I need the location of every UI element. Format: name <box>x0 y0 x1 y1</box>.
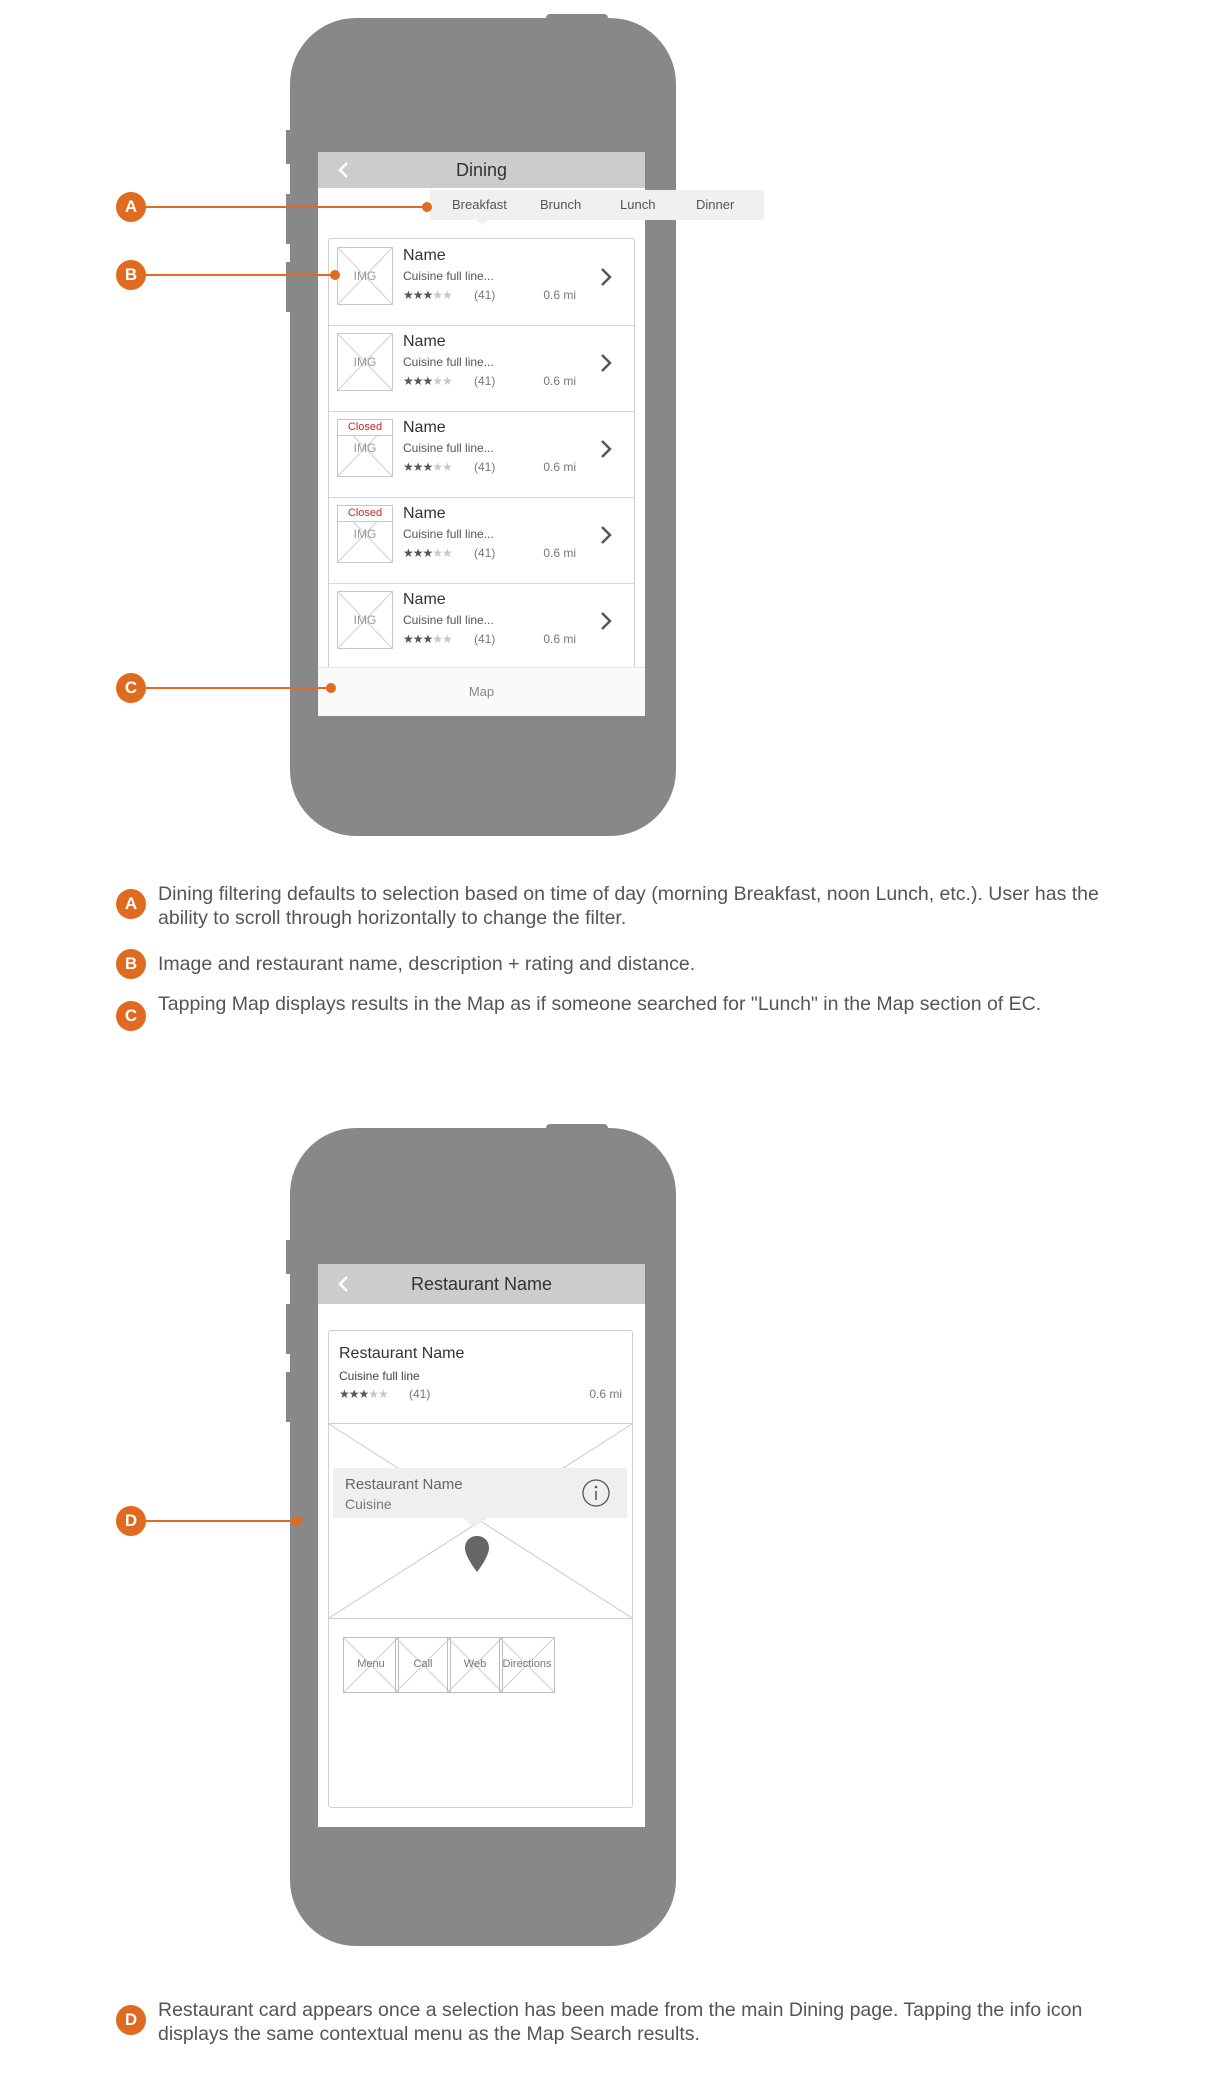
closed-badge: Closed <box>338 506 392 522</box>
callout-dot-c <box>326 683 336 693</box>
rating-stars <box>403 288 452 302</box>
action-button-menu[interactable] <box>343 1637 399 1693</box>
note-c: Tapping Map displays results in the Map as if someone searched for "Lunch" in the Map section of EC. <box>158 993 1042 1015</box>
list-item[interactable] <box>329 411 634 498</box>
restaurant-card <box>328 1330 633 1808</box>
restaurant-name: Name <box>403 333 446 350</box>
page-title: Dining <box>455 160 508 180</box>
popup-restaurant-name: Restaurant Name <box>345 1476 463 1493</box>
list-item[interactable] <box>329 583 634 669</box>
list-item[interactable] <box>329 239 634 326</box>
image-placeholder-label: IMG <box>353 441 377 455</box>
rating-stars <box>403 632 452 646</box>
nav-bar <box>318 152 645 188</box>
callout-line-a <box>146 206 426 208</box>
note-badge-c: C <box>116 1001 146 1031</box>
rating-stars-filled: ★★★ <box>403 374 433 388</box>
action-label: Directions <box>502 1658 552 1670</box>
rating-stars <box>403 374 452 388</box>
callout-dot-d <box>292 1516 302 1526</box>
map-view[interactable] <box>329 1423 632 1619</box>
callout-line-d <box>146 1520 296 1522</box>
rating-stars <box>403 460 452 474</box>
rating-count: (41) <box>474 632 496 646</box>
restaurant-screen <box>318 1264 645 1827</box>
note-a: Dining filtering defaults to selection based on time of day (morning Breakfast, noon Lunch, etc.). User has the ability to scroll through horizontally to change the filter. <box>158 883 1099 929</box>
chevron-right-icon[interactable] <box>600 267 612 287</box>
distance: 0.6 mi <box>589 1387 622 1401</box>
restaurant-name: Name <box>403 247 446 264</box>
rating-stars-empty: ★★ <box>432 288 452 302</box>
restaurant-image <box>337 591 393 649</box>
rating-stars-filled: ★★★ <box>339 1387 369 1401</box>
phone-side-button-1a <box>286 130 292 164</box>
callout-badge-a: A <box>116 192 146 222</box>
action-label: Call <box>413 1658 433 1670</box>
callout-badge-b: B <box>116 260 146 290</box>
restaurant-name: Name <box>403 591 446 608</box>
rating-stars <box>403 546 452 560</box>
closed-badge: Closed <box>338 420 392 436</box>
rating-stars <box>339 1387 388 1401</box>
phone-side-button-2a <box>286 1240 292 1274</box>
phone-side-button-2c <box>286 1372 292 1422</box>
filter-tab-breakfast[interactable]: Breakfast <box>452 197 507 212</box>
restaurant-cuisine: Cuisine full line... <box>403 355 494 369</box>
action-button-call[interactable] <box>395 1637 451 1693</box>
page-title: Restaurant Name <box>410 1274 553 1294</box>
action-label: Menu <box>357 1658 385 1670</box>
note-b: Image and restaurant name, description + rating and distance. <box>158 953 696 975</box>
rating-stars-empty: ★★ <box>432 546 452 560</box>
rating-count: (41) <box>409 1387 431 1401</box>
rating-stars-empty: ★★ <box>368 1387 388 1401</box>
filter-bar[interactable] <box>430 190 764 220</box>
restaurant-cuisine: Cuisine full line... <box>403 441 494 455</box>
rating-stars-filled: ★★★ <box>403 288 433 302</box>
filter-tab-dinner[interactable]: Dinner <box>696 197 735 212</box>
rating-stars-empty: ★★ <box>432 632 452 646</box>
rating-stars-filled: ★★★ <box>403 460 433 474</box>
rating-count: (41) <box>474 374 496 388</box>
phone-side-button-1c <box>286 262 292 312</box>
note-d: Restaurant card appears once a selection has been made from the main Dining page. Tapping the info icon displays the same contextual menu as the Map Search results. <box>158 1999 1083 2045</box>
filter-tab-lunch[interactable]: Lunch <box>620 197 656 212</box>
action-button-web[interactable] <box>447 1637 503 1693</box>
callout-dot-b <box>330 270 340 280</box>
restaurant-name: Name <box>403 505 446 522</box>
rating-stars-filled: ★★★ <box>403 546 433 560</box>
phone-side-button-1b <box>286 194 292 244</box>
distance: 0.6 mi <box>543 374 576 388</box>
rating-count: (41) <box>474 288 496 302</box>
list-item[interactable] <box>329 497 634 584</box>
image-placeholder-label: IMG <box>353 527 377 541</box>
list-item[interactable] <box>329 325 634 412</box>
phone-side-button-2b <box>286 1304 292 1354</box>
distance: 0.6 mi <box>543 460 576 474</box>
callout-dot-a <box>422 202 432 212</box>
chevron-right-icon[interactable] <box>600 525 612 545</box>
phone-top-button-1 <box>546 14 608 22</box>
nav-bar <box>318 1264 645 1304</box>
callout-line-b <box>146 274 336 276</box>
phone-top-button-2 <box>546 1124 608 1132</box>
restaurant-image <box>337 247 393 305</box>
restaurant-image <box>337 505 393 563</box>
rating-count: (41) <box>474 546 496 560</box>
restaurant-list <box>328 238 635 670</box>
restaurant-cuisine: Cuisine full line... <box>403 269 494 283</box>
distance: 0.6 mi <box>543 632 576 646</box>
action-bar <box>329 1617 632 1717</box>
chevron-right-icon[interactable] <box>600 439 612 459</box>
selected-tab-indicator <box>474 218 490 226</box>
chevron-right-icon[interactable] <box>600 353 612 373</box>
callout-badge-d: D <box>116 1506 146 1536</box>
restaurant-name: Restaurant Name <box>339 1345 465 1362</box>
rating-stars-filled: ★★★ <box>403 632 433 646</box>
restaurant-cuisine: Cuisine full line... <box>403 613 494 627</box>
image-placeholder-label: IMG <box>353 269 377 283</box>
callout-badge-c: C <box>116 673 146 703</box>
map-button[interactable]: Map <box>318 667 645 716</box>
chevron-right-icon[interactable] <box>600 611 612 631</box>
map-pin-icon <box>465 1536 489 1572</box>
action-button-directions[interactable] <box>499 1637 555 1693</box>
restaurant-image <box>337 333 393 391</box>
popup-pointer <box>463 1518 485 1528</box>
image-placeholder-label: IMG <box>353 613 377 627</box>
distance: 0.6 mi <box>543 288 576 302</box>
filter-tab-brunch[interactable]: Brunch <box>540 197 582 212</box>
rating-stars-empty: ★★ <box>432 374 452 388</box>
restaurant-image <box>337 419 393 477</box>
action-label: Web <box>463 1658 487 1670</box>
image-placeholder-label: IMG <box>353 355 377 369</box>
info-icon[interactable] <box>581 1478 611 1508</box>
note-badge-a: A <box>116 889 146 919</box>
restaurant-name: Name <box>403 419 446 436</box>
restaurant-cuisine: Cuisine full line <box>339 1369 420 1383</box>
note-badge-b: B <box>116 949 146 979</box>
callout-line-c <box>146 687 330 689</box>
rating-stars-empty: ★★ <box>432 460 452 474</box>
map-popup[interactable] <box>333 1468 627 1518</box>
dining-screen <box>318 152 656 715</box>
rating-count: (41) <box>474 460 496 474</box>
distance: 0.6 mi <box>543 546 576 560</box>
restaurant-cuisine: Cuisine full line... <box>403 527 494 541</box>
popup-cuisine: Cuisine <box>345 1496 392 1512</box>
note-badge-d: D <box>116 2005 146 2035</box>
